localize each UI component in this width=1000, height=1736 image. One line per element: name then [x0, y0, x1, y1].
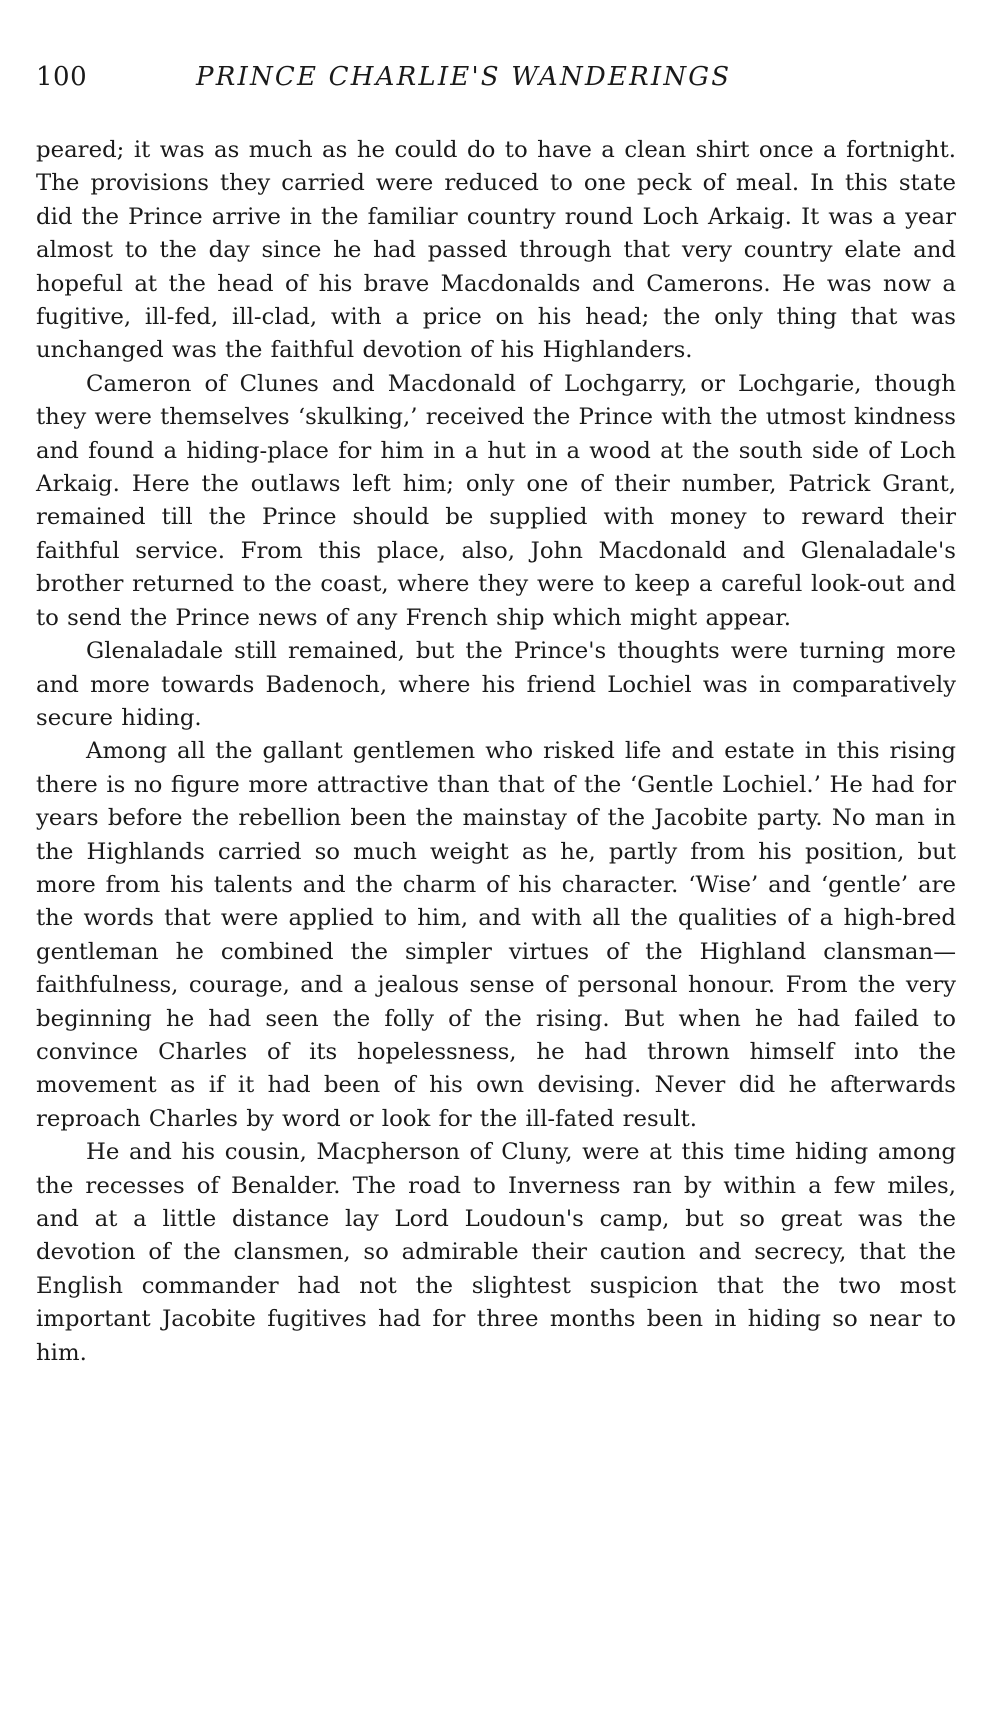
page-number: 100	[36, 62, 88, 92]
paragraph-5: He and his cousin, Macpherson of Cluny, were at this time hiding among the recesses of Benalder. The road to Inverness ran by within a few miles, and at a little distance lay Lord Loudoun's camp, but so great was the devotion of the clansmen, so admirable their caution and secrecy, that the English commander had not the slightest suspicion that the two most important Jacobite fugitives had for three months been in hiding so near to him.	[36, 1139, 956, 1366]
paragraph-1: peared; it was as much as he could do to have a clean shirt once a fortnight. The provisions they carried were reduced to one peck of meal. In this state did the Prince arrive in the familiar country round Loch Arkaig. It was a year almost to the day since he had passed through that very country elate and hopeful at the head of his brave Macdonalds and Camerons. He was now a fugitive, ill-fed, ill-clad, with a price on his head; the only thing that was unchanged was the faithful devotion of his Highlanders.	[36, 137, 956, 364]
paragraph-3: Glenaladale still remained, but the Prince's thoughts were turning more and more towards Badenoch, where his friend Lochiel was in comparatively secure hiding.	[36, 638, 956, 731]
book-page	[36, 62, 956, 1370]
paragraph-4: Among all the gallant gentlemen who risked life and estate in this rising there is no figure more attractive than that of the ‘Gentle Lochiel.’ He had for years before the rebellion been the mainstay of the Jacobite party. No man in the Highlands carried so much weight as he, partly from his position, but more from his talents and the charm of his character. ‘Wise’ and ‘gentle’ are the words that were applied to him, and with all the qualities of a high-bred gentleman he combined the simpler virtues of the Highland clansman—faithfulness, courage, and a jealous sense of personal honour. From the very beginning he had seen the folly of the rising. But when he had failed to convince Charles of its hopelessness, he had thrown himself into the movement as if it had been of his own devising. Never did he afterwards reproach Charles by word or look for the ill-fated result.	[36, 738, 956, 1132]
running-head	[36, 62, 956, 102]
body-text	[36, 134, 956, 1370]
paragraph-2: Cameron of Clunes and Macdonald of Lochgarry, or Lochgarie, though they were themselves ‘skulking,’ received the Prince with the utmost kindness and found a hiding-place for him in a hut in a wood at the south side of Loch Arkaig. Here the outlaws left him; only one of their number, Patrick Grant, remained till the Prince should be supplied with money to reward their faithful service. From this place, also, John Macdonald and Glenaladale's brother returned to the coast, where they were to keep a careful look-out and to send the Prince news of any French ship which might appear.	[36, 370, 956, 631]
running-title: PRINCE CHARLIE'S WANDERINGS	[196, 62, 732, 92]
